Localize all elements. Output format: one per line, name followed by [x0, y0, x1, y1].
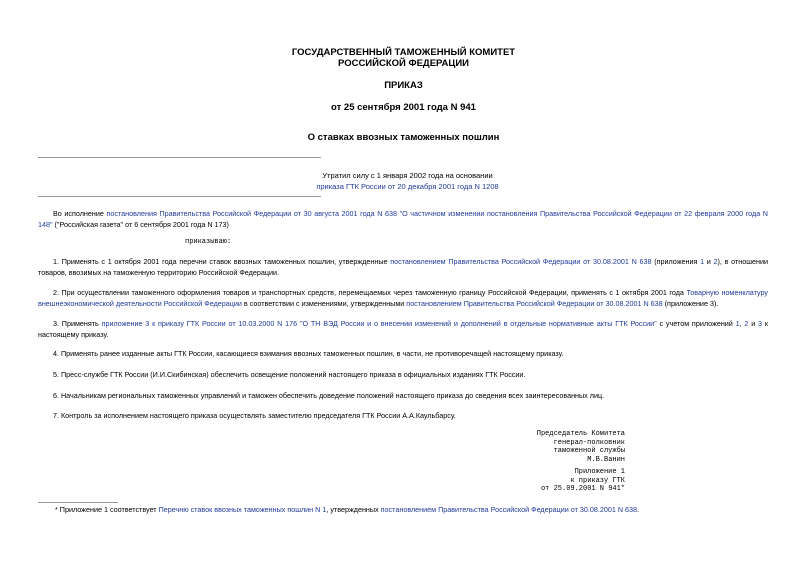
signature-line-2: генерал-полковник [553, 438, 625, 447]
issuer-line-1: ГОСУДАРСТВЕННЫЙ ТАМОЖЕННЫЙ КОМИТЕТ [291, 47, 516, 58]
order-item-2 [38, 287, 768, 309]
order-word: приказываю: [185, 238, 232, 246]
item-1-text: 1. Применять с 1 октября 2001 года перечни ставок ввозных таможенных пошлин, утвержденные [53, 257, 391, 266]
item-3-text-2: с учетом приложений [656, 319, 736, 328]
item-2-text-3: (приложение 3). [662, 299, 719, 308]
government-decree-link[interactable]: постановления Правительства Российской Федерации от 30 августа 2001 года N 638 "О частичном изменении постановления Правительства Российской Федерации от 22 февраля 2000 года N 148" [38, 209, 768, 229]
order-item-3 [38, 318, 768, 340]
footnote-text-3: . [637, 505, 640, 514]
signature-block [537, 430, 625, 464]
item-3-appendix-3-link[interactable]: 3 [758, 319, 763, 328]
divider-top [38, 157, 321, 158]
footnote [55, 504, 785, 515]
status-note-link-line [4, 181, 807, 192]
order-item-6: 6. Начальникам региональных таможенных управлений и таможен обеспечить доведение положений настоящего приказа до сведения всех заинтересованных лиц. [53, 391, 605, 400]
order-item-5: 5. Пресс-службе ГТК России (И.И.Скибинская) обеспечить освещение положений настоящего приказа в официальных изданиях ГТК России. [53, 370, 526, 379]
item-1-appendix-1-link[interactable]: 1 [700, 257, 705, 266]
item-1-text-4: ), в отношении товаров, ввозимых на таможенную территорию Российской Федерации. [38, 257, 768, 277]
appendix-heading [541, 468, 625, 494]
footnote-decree-link[interactable]: постановлением Правительства Российской Федерации от 30.08.2001 N 638 [380, 505, 638, 514]
item-3-appendix-2-link[interactable]: 2 [744, 319, 749, 328]
appendix-line-2: к приказу ГТК [570, 476, 625, 485]
document-type: ПРИКАЗ [384, 80, 423, 91]
item-3-text-5: к настоящему приказу. [38, 319, 768, 339]
footnote-divider [38, 502, 118, 503]
preamble-text: Во исполнение [53, 209, 107, 218]
order-item-7: 7. Контроль за исполнением настоящего приказа осуществлять заместителю председателя ГТК России А.А.Каульбарсу. [53, 411, 456, 420]
signature-signatory: М.В.Ванин [587, 455, 625, 464]
signature-line-1: Председатель Комитета [536, 430, 625, 438]
item-3-text-4: и [748, 319, 759, 328]
item-2-tn-ved-link[interactable]: Товарную номенклатуру внешнеэкономической деятельности Российской Федерации [38, 288, 768, 308]
item-2-text-2: в соответствии с изменениями, утвержденными [241, 299, 407, 308]
item-1-decree-link[interactable]: постановлением Правительства Российской Федерации от 30.08.2001 N 638 [390, 257, 652, 266]
document-date-number: от 25 сентября 2001 года N 941 [331, 102, 476, 113]
item-2-text: 2. При осуществлении таможенного оформления товаров и транспортных средств, перемещаемых через таможенную границу Российской Федерации, применять с 1 октября 2001 года [53, 288, 687, 297]
tariff-list-link[interactable]: Перечню ставок ввозных таможенных пошлин N 1 [158, 505, 327, 514]
item-3-text-3: , [739, 319, 745, 328]
document-title: О ставках ввозных таможенных пошлин [307, 132, 500, 143]
issuer-line-2: РОССИЙСКОЙ ФЕДЕРАЦИИ [337, 58, 469, 69]
preamble-paragraph [38, 208, 768, 230]
order-item-4: 4. Применять ранее изданные акты ГТК России, касающиеся взимания ввозных таможенных пошлин, в части, не противоречащей настоящему приказу. [53, 349, 564, 358]
divider-bottom [38, 196, 321, 197]
appendix-line-3: от 25.09.2001 N 941* [540, 485, 625, 494]
order-item-1 [38, 256, 768, 278]
item-2-decree-link[interactable]: постановлением Правительства Российской Федерации от 30.08.2001 N 638 [406, 299, 663, 308]
item-3-order-176-link[interactable]: приложение 3 к приказу ГТК России от 10.03.2000 N 176 "О ТН ВЭД России и о внесении изменений и дополнений в отдельные нормативные акты ГТК России" [101, 319, 657, 328]
item-1-text-3: и [704, 257, 714, 266]
repeal-order-link[interactable]: приказа ГТК России от 20 декабря 2001 года N 1208 [316, 182, 499, 191]
item-1-text-2: (приложения [651, 257, 701, 266]
item-1-appendix-2-link[interactable]: 2 [713, 257, 718, 266]
item-3-appendix-1-link[interactable]: 1 [735, 319, 740, 328]
item-3-text: 3. Применять [53, 319, 102, 328]
footnote-text-2: , утвержденных [326, 505, 381, 514]
status-note: Утратил силу с 1 января 2002 года на основании [322, 171, 493, 180]
preamble-source-text: ("Российская газета" от 6 сентября 2001 года N 173) [52, 220, 229, 229]
appendix-line-1: Приложение 1 [574, 468, 625, 476]
signature-line-3: таможенной службы [553, 447, 625, 456]
footnote-text: * Приложение 1 соответствует [55, 505, 159, 514]
